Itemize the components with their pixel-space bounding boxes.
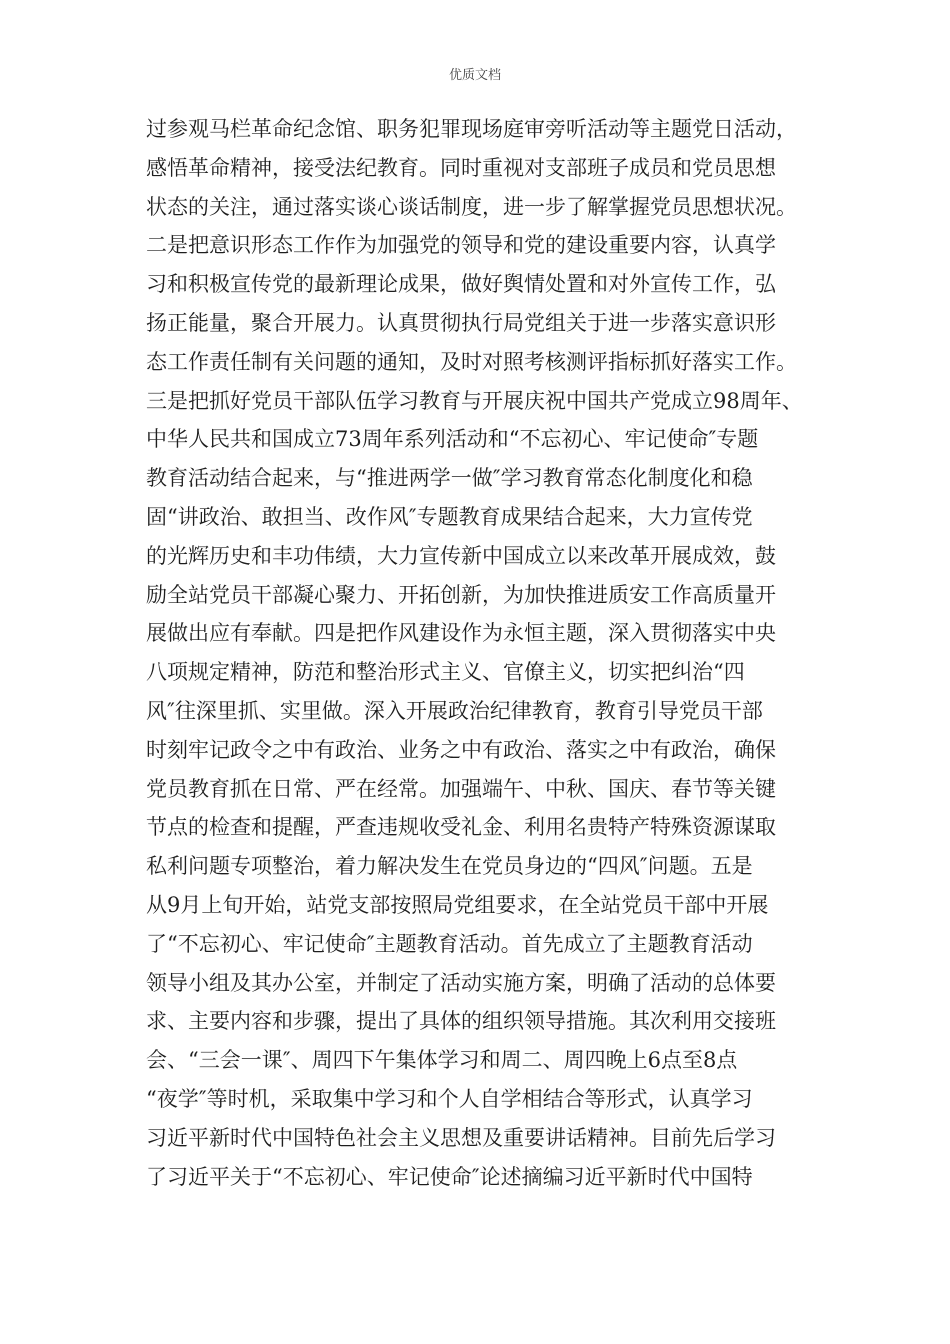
body-text (146, 110, 846, 1196)
text-line: 态工作责任制有关问题的通知，及时对照考核测评指标抓好落实工作。 (146, 349, 797, 374)
text-line: 私利问题专项整治，着力解决发生在党员身边的“四风″问题。五是 (146, 854, 753, 879)
text-line: 领导小组及其办公室，并制定了活动实施方案，明确了活动的总体要 (146, 970, 776, 995)
text-line: 会、“三会一课″、周四下午集体学习和周二、周四晚上6点至8点 (146, 1048, 738, 1073)
text-line: 励全站党员干部凝心聚力、开拓创新，为加快推进质安工作高质量开 (146, 582, 776, 607)
text-line: 的光辉历史和丰功伟绩，大力宣传新中国成立以来改革开展成效，鼓 (146, 543, 776, 568)
text-line: “夜学″等时机，采取集中学习和个人自学相结合等形式，认真学习 (146, 1086, 753, 1111)
text-line: 从9月上旬开始，站党支部按照局党组要求，在全站党员干部中开展 (146, 892, 769, 917)
text-line: 状态的关注，通过落实谈心谈话制度，进一步了解掌握党员思想状况。 (146, 194, 797, 219)
text-line: 中华人民共和国成立73周年系列活动和“不忘初心、牢记使命″专题 (146, 427, 759, 452)
text-line: 三是把抓好党员干部队伍学习教育与开展庆祝中国共产党成立98周年、 (146, 388, 803, 413)
text-line: 时刻牢记政令之中有政治、业务之中有政治、落实之中有政治，确保 (146, 737, 776, 762)
text-line: 习近平新时代中国特色社会主义思想及重要讲话精神。目前先后学习 (146, 1125, 776, 1150)
text-line: 求、主要内容和步骤，提出了具体的组织领导措施。其次利用交接班 (146, 1009, 776, 1034)
text-line: 扬正能量，聚合开展力。认真贯彻执行局党组关于进一步落实意识形 (146, 310, 776, 335)
text-line: 展做出应有奉献。四是把作风建设作为永恒主题，深入贯彻落实中央 (146, 621, 776, 646)
text-line: 固“讲政治、敢担当、改作风″专题教育成果结合起来，大力宣传党 (146, 504, 753, 529)
text-line: 风″往深里抓、实里做。深入开展政治纪律教育，教育引导党员干部 (146, 698, 763, 723)
text-line: 二是把意识形态工作作为加强党的领导和党的建设重要内容，认真学 (146, 233, 776, 258)
text-line: 节点的检查和提醒，严查违规收受礼金、利用名贵特产特殊资源谋取 (146, 815, 776, 840)
page-header: 优质文档 (448, 68, 501, 83)
text-line: 过参观马栏革命纪念馆、职务犯罪现场庭审旁听活动等主题党日活动， (146, 117, 797, 141)
text-line: 习和积极宣传党的最新理论成果，做好舆情处置和对外宣传工作，弘 (146, 272, 776, 297)
text-line: 了“不忘初心、牢记使命″主题教育活动。首先成立了主题教育活动 (146, 931, 753, 956)
text-line: 了习近平关于“不忘初心、牢记使命″论述摘编习近平新时代中国特 (146, 1164, 753, 1189)
text-line: 教育活动结合起来，与“推进两学一做″学习教育常态化制度化和稳 (146, 466, 753, 491)
text-line: 党员教育抓在日常、严在经常。加强端午、中秋、国庆、春节等关键 (146, 776, 776, 801)
text-line: 八项规定精神，防范和整治形式主义、官僚主义，切实把纠治“四 (146, 660, 745, 685)
text-line: 感悟革命精神，接受法纪教育。同时重视对支部班子成员和党员思想 (146, 155, 776, 180)
